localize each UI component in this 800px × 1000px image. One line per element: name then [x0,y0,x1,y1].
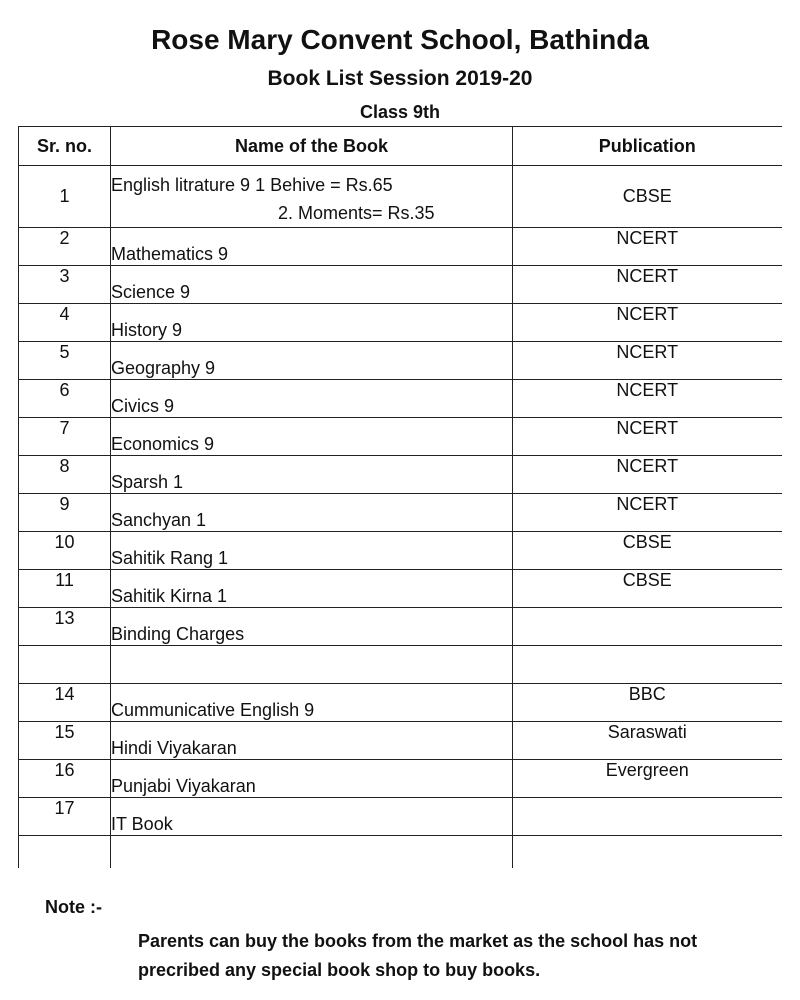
cell-sr-no: 6 [19,380,111,418]
cell-book-name: Hindi Viyakaran [111,722,513,760]
table-row [19,304,782,342]
cell-empty [111,836,513,869]
cell-sr-no: 13 [19,608,111,646]
cell-publication [513,798,782,836]
cell-book-name: Science 9 [111,266,513,304]
cell-book-name: IT Book [111,798,513,836]
column-header-book-name: Name of the Book [111,127,513,166]
table-row [19,266,782,304]
cell-sr-no: 10 [19,532,111,570]
cell-sr-no: 14 [19,684,111,722]
table-row [19,646,782,684]
table-row [19,494,782,532]
table-row [19,608,782,646]
cell-book-name: History 9 [111,304,513,342]
table-row [19,342,782,380]
cell-publication: CBSE [513,532,782,570]
book-list-table [18,126,782,868]
book-name-line-2: 2. Moments= Rs.35 [278,203,435,223]
cell-publication: NCERT [513,304,782,342]
cell-publication [513,646,782,684]
cell-publication: NCERT [513,342,782,380]
table-row [19,166,782,228]
table-row [19,418,782,456]
table-row [19,798,782,836]
table-row [19,456,782,494]
cell-book-name: Civics 9 [111,380,513,418]
cell-book-name: Mathematics 9 [111,228,513,266]
note-label: Note :- [45,897,102,917]
cell-sr-no [19,646,111,684]
cell-sr-no: 1 [19,166,111,228]
table-row-empty [19,836,782,869]
table-row [19,722,782,760]
table-row [19,380,782,418]
session-title: Book List Session 2019-20 [267,67,533,90]
cell-sr-no: 16 [19,760,111,798]
school-title: Rose Mary Convent School, Bathinda [151,24,649,55]
cell-empty [19,836,111,869]
cell-book-name: Economics 9 [111,418,513,456]
cell-sr-no: 7 [19,418,111,456]
class-title: Class 9th [359,102,441,122]
cell-sr-no: 17 [19,798,111,836]
cell-sr-no: 2 [19,228,111,266]
table-row [19,570,782,608]
table-header-row [19,127,782,166]
cell-publication: NCERT [513,380,782,418]
cell-sr-no: 4 [19,304,111,342]
cell-book-name: Punjabi Viyakaran [111,760,513,798]
cell-publication: BBC [513,684,782,722]
cell-publication: NCERT [513,418,782,456]
cell-publication: Evergreen [513,760,782,798]
table-row [19,684,782,722]
cell-sr-no: 3 [19,266,111,304]
cell-sr-no: 15 [19,722,111,760]
cell-publication: CBSE [513,570,782,608]
cell-book-name: Cummunicative English 9 [111,684,513,722]
table-row [19,532,782,570]
cell-sr-no: 5 [19,342,111,380]
cell-book-name: Geography 9 [111,342,513,380]
cell-publication: CBSE [513,166,782,228]
cell-book-name: Sparsh 1 [111,456,513,494]
cell-book-name: Binding Charges [111,608,513,646]
cell-publication: NCERT [513,266,782,304]
cell-publication: Saraswati [513,722,782,760]
cell-empty [513,836,782,869]
book-name-line-1: English litrature 9 1 Behive = Rs.65 [111,175,393,195]
cell-publication: NCERT [513,228,782,266]
cell-book-name: Sahitik Kirna 1 [111,570,513,608]
cell-publication: NCERT [513,456,782,494]
cell-book-name: Sahitik Rang 1 [111,532,513,570]
cell-sr-no: 8 [19,456,111,494]
table-row [19,760,782,798]
note-text: Parents can buy the books from the market as the school has not precribed any special book shop to buy books. [138,931,698,980]
cell-book-name [111,166,513,228]
cell-book-name [111,646,513,684]
cell-sr-no: 11 [19,570,111,608]
cell-publication: NCERT [513,494,782,532]
cell-book-name: Sanchyan 1 [111,494,513,532]
cell-publication [513,608,782,646]
column-header-sr-no: Sr. no. [19,127,111,166]
column-header-publication: Publication [513,127,782,166]
table-row [19,228,782,266]
cell-sr-no: 9 [19,494,111,532]
